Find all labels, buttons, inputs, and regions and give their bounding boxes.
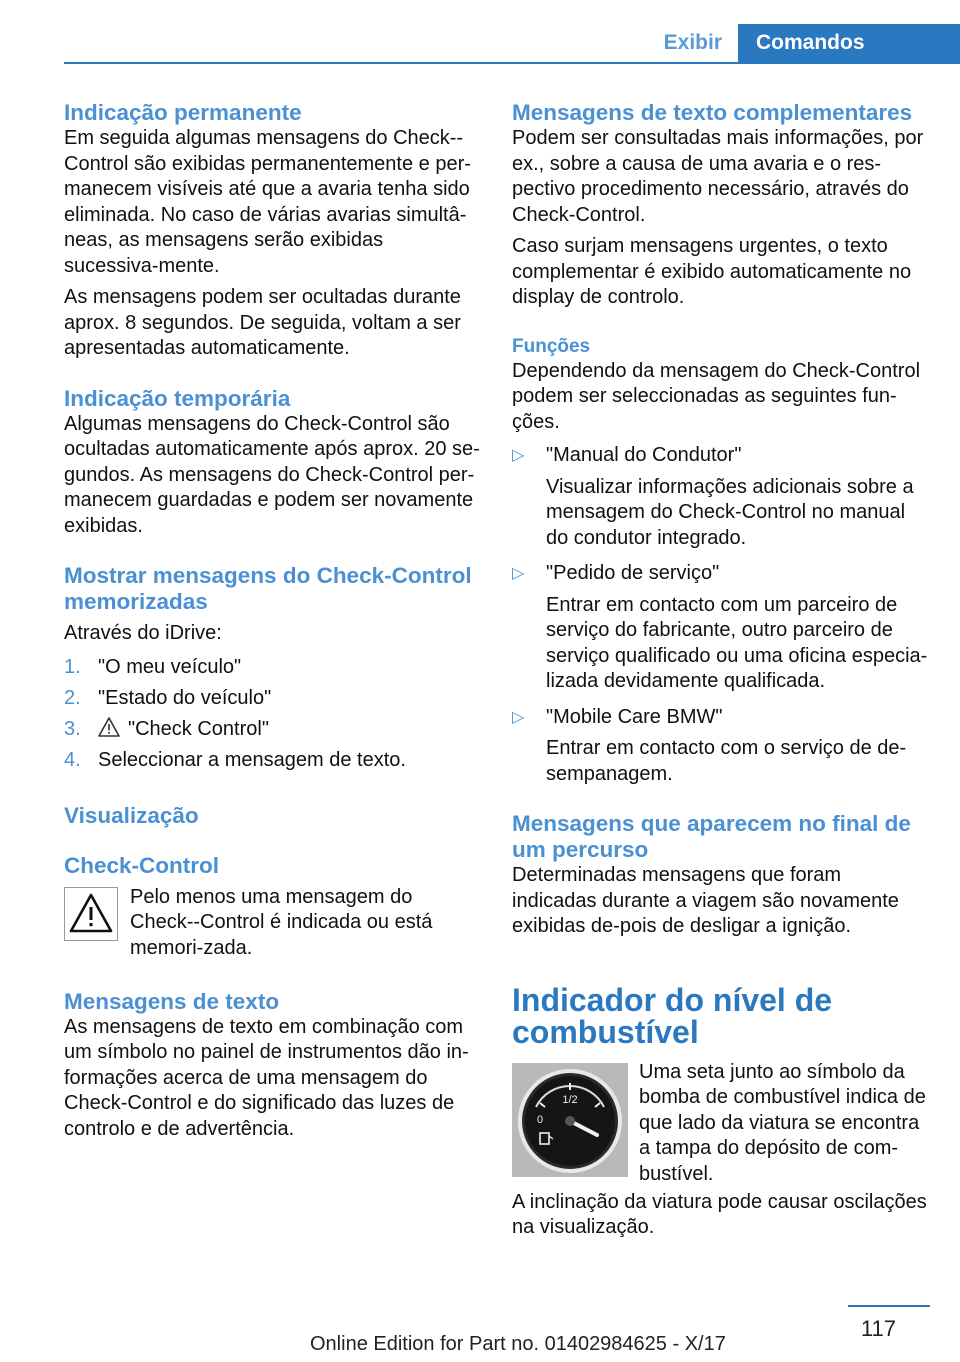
step-number: 3. [64, 717, 81, 740]
tab-comandos[interactable]: Comandos [738, 24, 960, 62]
right-column [512, 100, 930, 1241]
list-item [64, 686, 480, 717]
list-item [512, 705, 930, 788]
paragraph-final-percurso: Determinadas mensagens que foram indicadas durante a viagem são novamente exibidas de-pois de desligar a ignição. [512, 864, 899, 937]
step-number: 4. [64, 748, 81, 771]
option-title: "Mobile Care BMW" [546, 705, 723, 728]
page-number: 117 [860, 1316, 896, 1341]
heading-indicador-combustivel: Indicador do nível de combustível [512, 981, 833, 1050]
steps-list [64, 655, 480, 779]
triangle-bullet-icon: ▷ [512, 447, 525, 464]
gauge-zero-label: 0 [536, 1113, 544, 1126]
triangle-bullet-icon: ▷ [512, 708, 525, 726]
functions-list [512, 443, 930, 787]
check-control-note [64, 885, 480, 965]
paragraph-complementares-2: Caso surjam mensagens urgentes, o texto complementar é exibido automaticamente no display de controlo. [512, 235, 912, 308]
heading-funcoes: Funções [512, 335, 591, 357]
paragraph-inclinacao: A inclinação da viatura pode causar oscilações na visualização. [512, 1190, 927, 1238]
step-text: "Estado do veículo" [98, 686, 272, 709]
option-description: Entrar em contacto com o serviço de de-sempanagem. [546, 737, 907, 785]
tab-exibir[interactable]: Exibir [663, 31, 722, 54]
gauge-half-label: 1/2 [562, 1093, 578, 1106]
heading-indicacao-permanente: Indicação permanente [64, 100, 302, 125]
list-item [64, 717, 480, 748]
list-item [512, 443, 930, 551]
option-title: "Pedido de serviço" [546, 562, 720, 584]
footer-rule [848, 1305, 930, 1307]
heading-final-percurso: Mensagens que aparecem no final de um percurso [512, 811, 911, 862]
footer-edition: Online Edition for Part no. 01402984625 - X/17 [310, 1333, 726, 1355]
step-number: 1. [64, 655, 81, 678]
heading-check-control: Check-Control [64, 852, 220, 878]
paragraph-mensagens-texto: As mensagens de texto em combinação com um símbolo no painel de instrumentos dão in-formações acerca de uma mensagem do Check-Control e do significado das luzes de controlo e de advertência. [64, 1015, 469, 1140]
heading-mensagens-texto: Mensagens de texto [64, 988, 280, 1014]
paragraph-check-control: Pelo menos uma mensagem do Check--Control é indicada ou está memori-zada. [130, 885, 433, 959]
fuel-gauge-image [512, 1063, 628, 1177]
option-description: Entrar em contacto com um parceiro de serviço do fabricante, outro parceiro de serviço qualificado ou uma oficina especia-lizada devidamente qualificada. [546, 593, 928, 692]
paragraph-temporaria: Algumas mensagens do Check-Control são ocultadas automaticamente após aprox. 20 se-gundos. As mensagens do Check-Control per-manecem guardadas e podem ser novamente exibidas. [64, 412, 480, 537]
triangle-bullet-icon: ▷ [512, 565, 525, 582]
list-item [64, 748, 480, 779]
list-item [512, 561, 930, 695]
heading-visualizacao: Visualização [64, 802, 199, 828]
heading-mostrar-mensagens: Mostrar mensagens do Check-Control memorizadas [64, 563, 472, 614]
paragraph-funcoes: Dependendo da mensagem do Check-Control podem ser seleccionadas as seguintes fun-ções. [512, 359, 921, 433]
heading-mensagens-complementares: Mensagens de texto complementares [512, 100, 913, 125]
list-item [64, 655, 480, 686]
paragraph-complementares-1: Podem ser consultadas mais informações, por ex., sobre a causa de uma avaria e o res-pectivo procedimento necessário, através do Check-Control. [512, 127, 924, 226]
paragraph-permanente-1: Em seguida algumas mensagens do Check--Control são exibidas permanentemente e per-manecem visíveis até que a avaria tenha sido eliminada. No caso de várias avarias simultâ-neas, as mensagens serão exibidas sucessiva-mente. [64, 127, 471, 277]
option-title: "Manual do Condutor" [546, 444, 742, 466]
step-text: Seleccionar a mensagem de texto. [98, 748, 406, 771]
step-number: 2. [64, 686, 81, 709]
paragraph-permanente-2: As mensagens podem ser ocultadas durante aprox. 8 segundos. De seguida, voltam a ser apresentadas automaticamente. [64, 286, 461, 359]
header-bar [64, 24, 960, 64]
warning-triangle-icon [64, 887, 118, 941]
warning-triangle-icon [98, 717, 120, 737]
paragraph-indicador: Uma seta junto ao símbolo da bomba de combustível indica de que lado da viatura se encontra a tampa do depósito de com-bustível. [639, 1060, 926, 1185]
fuel-gauge-section [512, 1060, 930, 1190]
step-text: "O meu veículo" [98, 655, 242, 678]
step-text: "Check Control" [128, 717, 269, 740]
left-column [64, 100, 480, 1142]
paragraph-atraves: Através do iDrive: [64, 622, 222, 644]
heading-indicacao-temporaria: Indicação temporária [64, 385, 291, 411]
option-description: Visualizar informações adicionais sobre a mensagem do Check-Control no manual do condutor integrado. [546, 475, 914, 549]
